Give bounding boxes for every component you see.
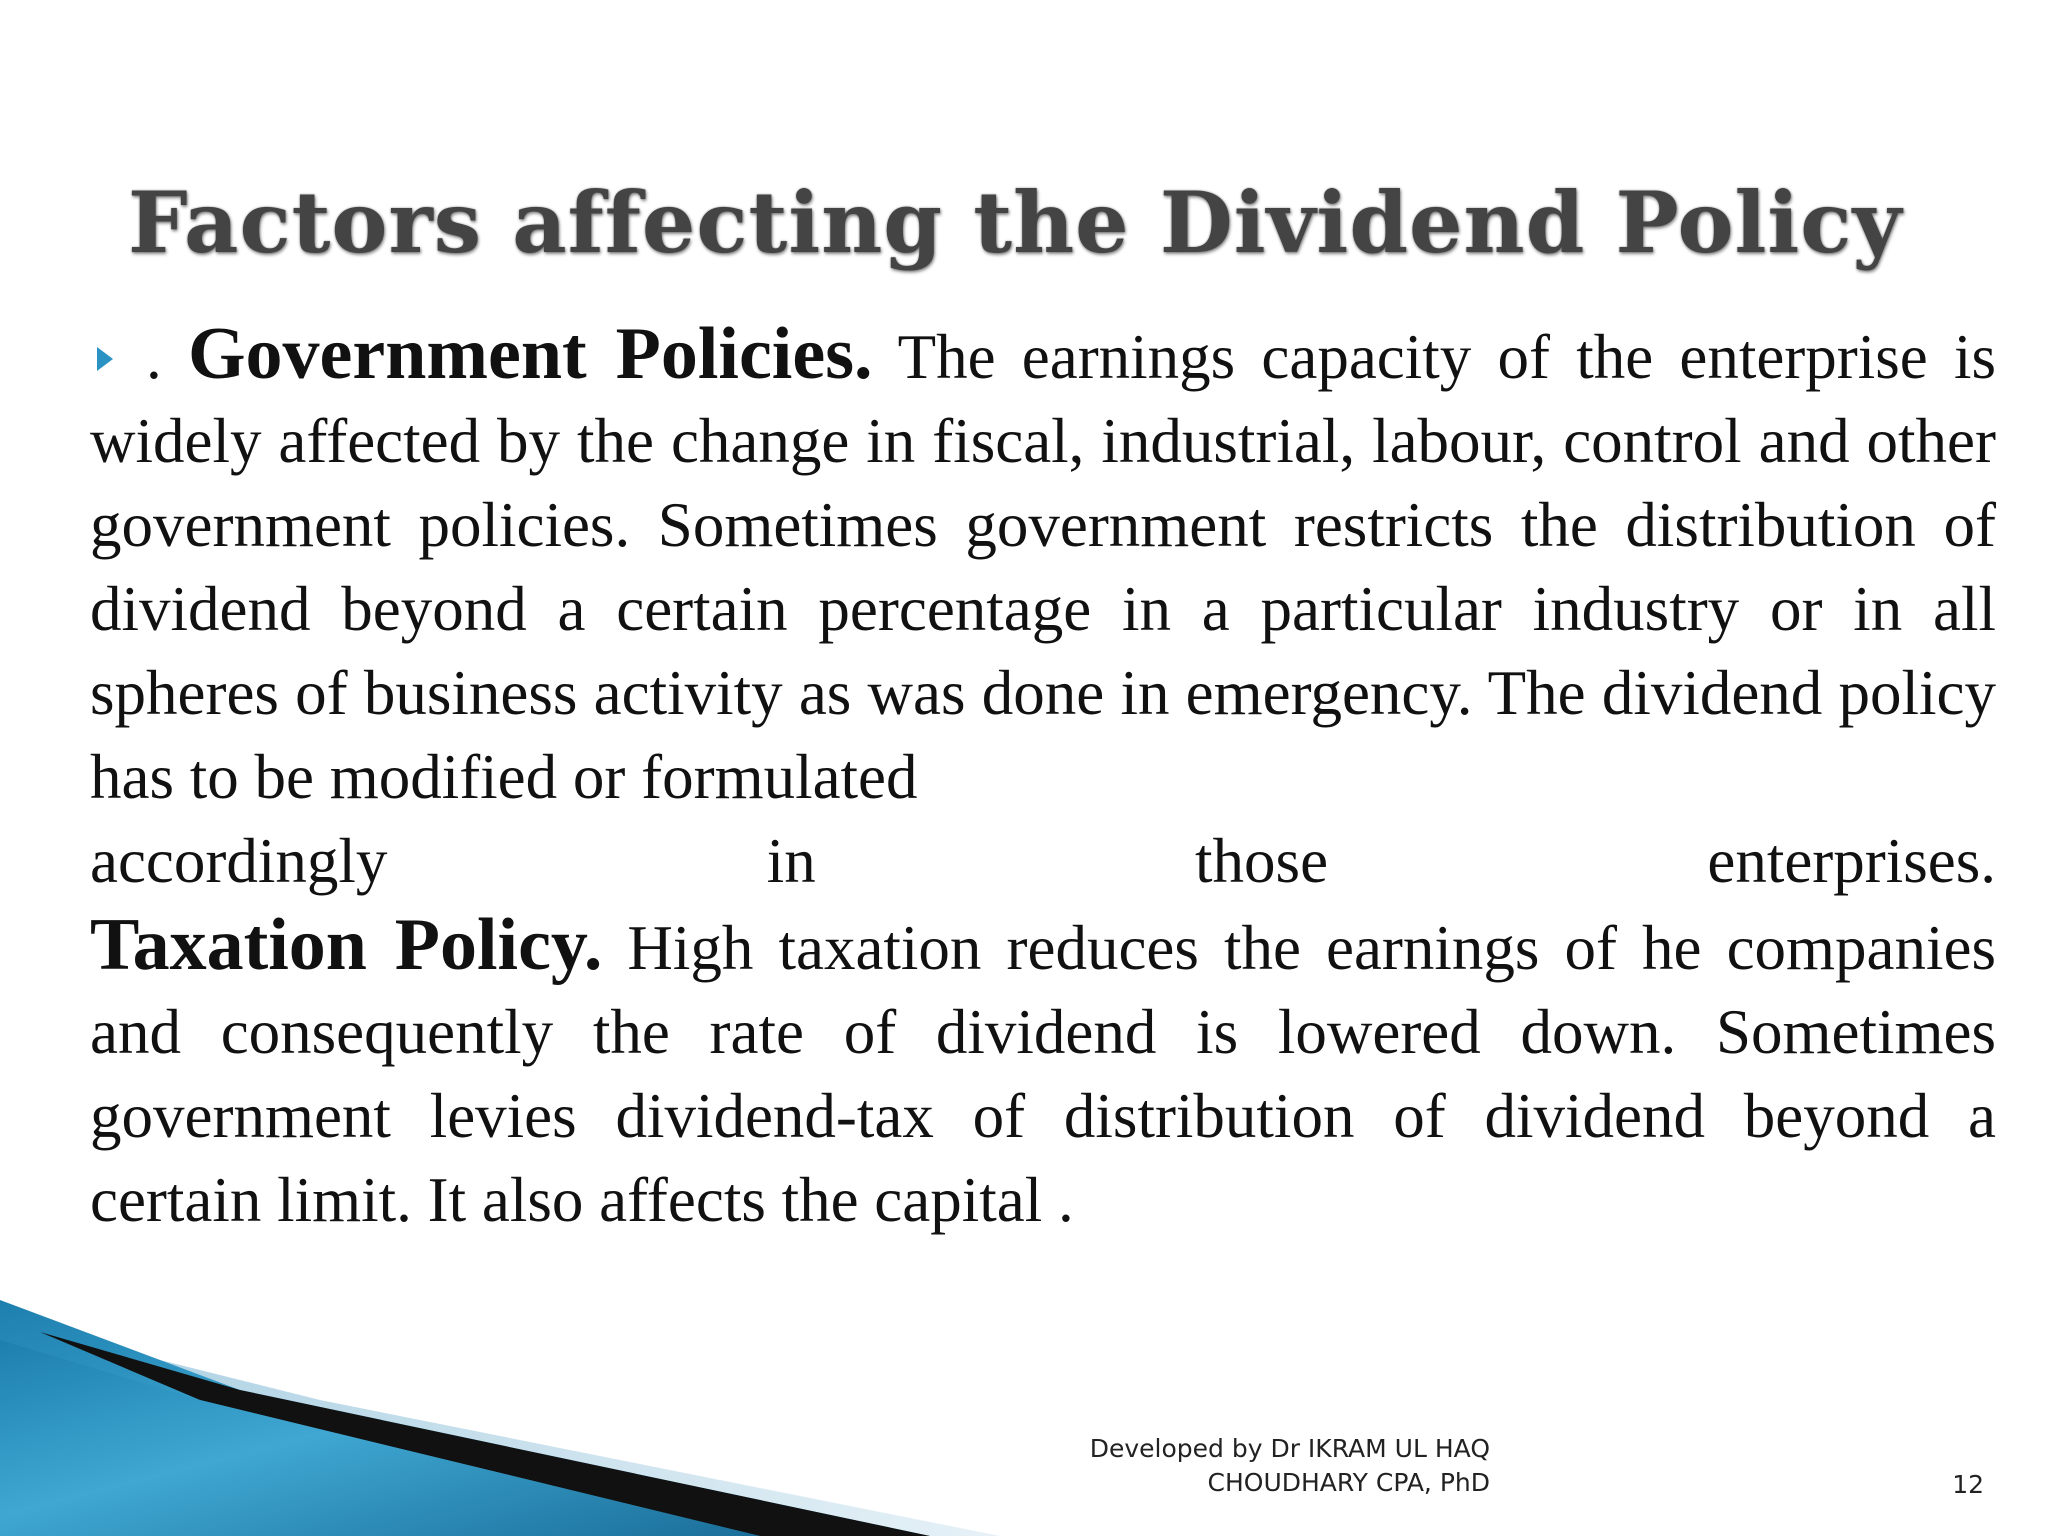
footer-credit-line1: Developed by Dr IKRAM UL HAQ bbox=[1089, 1434, 1490, 1463]
slide-title: Factors affecting the Dividend Policy bbox=[128, 173, 1903, 272]
slide-body bbox=[90, 312, 1996, 1242]
government-policies-text: The earnings capacity of the enterprise is widely affected by the change in fiscal, industrial, labour, control and other government policies. Sometimes government restricts the distribution of dividend beyond a certain percentage in a particular industry or in all spheres of business activity as was done in emergency. The dividend policy has to be modified or formulated bbox=[90, 322, 1996, 812]
government-policies-heading: Government Policies. bbox=[187, 313, 873, 395]
government-policies-last-line: accordingly in those enterprises. bbox=[90, 826, 1996, 896]
bullet-dot: . bbox=[146, 322, 162, 392]
page-number: 12 bbox=[1952, 1470, 1984, 1499]
footer-credit bbox=[1000, 1432, 1490, 1500]
taxation-policy-heading: Taxation Policy. bbox=[90, 904, 603, 986]
corner-swoosh-decoration bbox=[0, 1280, 1000, 1536]
taxation-policy-text: High taxation reduces the earnings of he companies and consequently the rate of dividend is lowered down. Sometimes government levies dividend-tax of distribution of dividend beyond a certain limit. It also affects the capital . bbox=[90, 913, 1997, 1235]
footer-credit-line2: CHOUDHARY CPA, PhD bbox=[1207, 1468, 1490, 1497]
taxation-policy-paragraph bbox=[90, 903, 1996, 1242]
